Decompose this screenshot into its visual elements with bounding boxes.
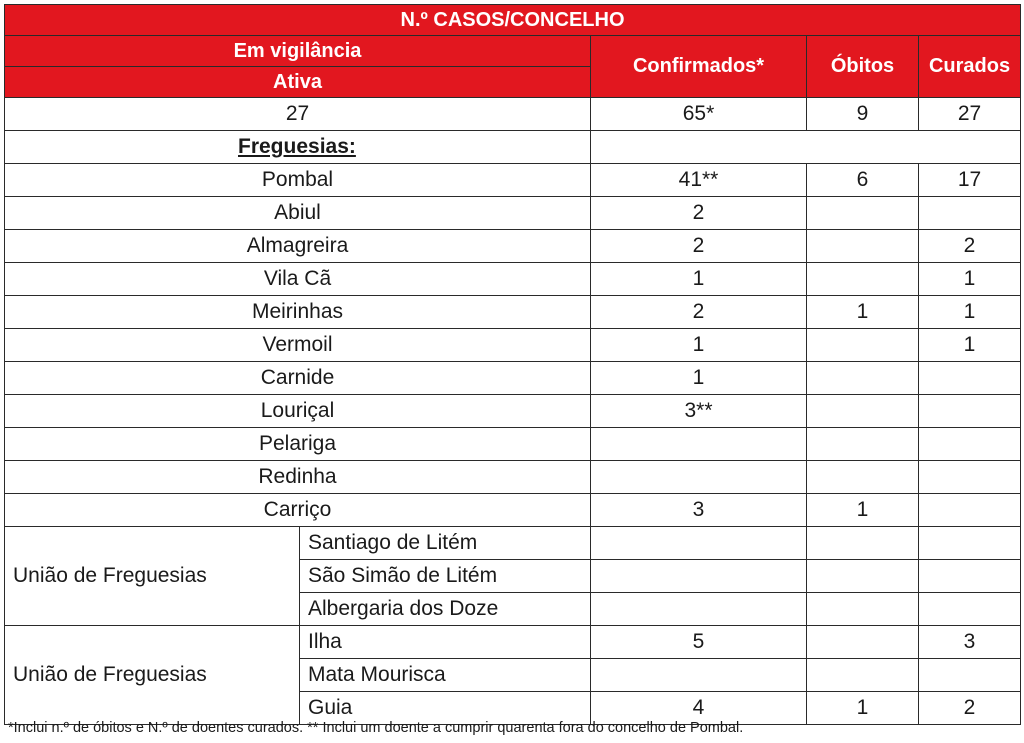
freguesia-name: Abiul [5, 197, 591, 230]
curados-cell [919, 494, 1021, 527]
empty-cell [591, 131, 1021, 164]
obitos-cell [807, 593, 919, 626]
confirmados-cell [591, 659, 807, 692]
cases-table [4, 4, 1021, 725]
confirmados-cell: 2 [591, 296, 807, 329]
uniao-label: União de Freguesias [5, 626, 300, 725]
freguesia-name: Almagreira [5, 230, 591, 263]
confirmados-cell: 5 [591, 626, 807, 659]
table-row [5, 461, 1021, 494]
curados-cell [919, 659, 1021, 692]
table-row [5, 362, 1021, 395]
obitos-cell [807, 230, 919, 263]
confirmados-cell [591, 527, 807, 560]
table-row [5, 329, 1021, 362]
confirmados-cell [591, 560, 807, 593]
freguesia-name: Carnide [5, 362, 591, 395]
table-row [5, 230, 1021, 263]
table-row [5, 527, 1021, 560]
freguesia-name: Meirinhas [5, 296, 591, 329]
confirmados-cell [591, 428, 807, 461]
freguesia-name: Vila Cã [5, 263, 591, 296]
obitos-cell [807, 659, 919, 692]
header-row-1 [5, 36, 1021, 67]
obitos-cell [807, 626, 919, 659]
uniao-label: União de Freguesias [5, 527, 300, 626]
obitos-cell [807, 560, 919, 593]
total-obitos: 9 [807, 98, 919, 131]
obitos-cell [807, 527, 919, 560]
footnote: *Inclui n.º de óbitos e N.º de doentes curados. ** Inclui um doente a cumprir quarenta fora do concelho de Pombal. [8, 720, 744, 736]
confirmados-cell: 2 [591, 197, 807, 230]
uniao-freguesia-name: Mata Mourisca [300, 659, 591, 692]
table-row [5, 263, 1021, 296]
obitos-cell: 6 [807, 164, 919, 197]
curados-cell [919, 593, 1021, 626]
curados-cell: 1 [919, 263, 1021, 296]
obitos-cell [807, 197, 919, 230]
uniao-freguesia-name: Albergaria dos Doze [300, 593, 591, 626]
confirmados-cell: 2 [591, 230, 807, 263]
uniao-freguesia-name: Ilha [300, 626, 591, 659]
freguesias-label: Freguesias: [5, 131, 591, 164]
obitos-cell [807, 329, 919, 362]
table-row [5, 164, 1021, 197]
confirmados-cell: 3 [591, 494, 807, 527]
obitos-cell [807, 395, 919, 428]
freguesia-name: Pombal [5, 164, 591, 197]
confirmados-cell: 1 [591, 263, 807, 296]
table-row [5, 395, 1021, 428]
curados-cell [919, 428, 1021, 461]
curados-cell: 3 [919, 626, 1021, 659]
confirmados-cell: 4 [591, 692, 807, 725]
curados-cell [919, 527, 1021, 560]
totals-row [5, 98, 1021, 131]
table-title: N.º CASOS/CONCELHO [5, 5, 1021, 36]
obitos-cell [807, 362, 919, 395]
obitos-cell [807, 461, 919, 494]
curados-cell [919, 461, 1021, 494]
obitos-cell [807, 428, 919, 461]
curados-cell [919, 395, 1021, 428]
freguesia-name: Pelariga [5, 428, 591, 461]
obitos-cell: 1 [807, 692, 919, 725]
uniao-freguesia-name: Santiago de Litém [300, 527, 591, 560]
header-title-row [5, 5, 1021, 36]
curados-cell [919, 560, 1021, 593]
freguesia-name: Louriçal [5, 395, 591, 428]
col-header-confirmados: Confirmados* [591, 36, 807, 98]
curados-cell [919, 197, 1021, 230]
obitos-cell: 1 [807, 494, 919, 527]
confirmados-cell [591, 461, 807, 494]
confirmados-cell: 1 [591, 362, 807, 395]
total-confirmados: 65* [591, 98, 807, 131]
freguesia-name: Redinha [5, 461, 591, 494]
freguesias-label-row [5, 131, 1021, 164]
curados-cell [919, 362, 1021, 395]
confirmados-cell: 3** [591, 395, 807, 428]
table-row [5, 197, 1021, 230]
col-header-curados: Curados [919, 36, 1021, 98]
uniao-freguesia-name: Guia [300, 692, 591, 725]
confirmados-cell: 1 [591, 329, 807, 362]
obitos-cell: 1 [807, 296, 919, 329]
obitos-cell [807, 263, 919, 296]
table-row [5, 494, 1021, 527]
freguesia-name: Vermoil [5, 329, 591, 362]
curados-cell: 17 [919, 164, 1021, 197]
table-row [5, 626, 1021, 659]
uniao-freguesia-name: São Simão de Litém [300, 560, 591, 593]
confirmados-cell [591, 593, 807, 626]
total-curados: 27 [919, 98, 1021, 131]
table-row [5, 296, 1021, 329]
curados-cell: 1 [919, 329, 1021, 362]
curados-cell: 2 [919, 230, 1021, 263]
table-row [5, 428, 1021, 461]
curados-cell: 1 [919, 296, 1021, 329]
col-header-ativa: Ativa [5, 67, 591, 98]
col-header-vigilancia: Em vigilância [5, 36, 591, 67]
confirmados-cell: 41** [591, 164, 807, 197]
total-vigilancia: 27 [5, 98, 591, 131]
curados-cell: 2 [919, 692, 1021, 725]
col-header-obitos: Óbitos [807, 36, 919, 98]
freguesia-name: Carriço [5, 494, 591, 527]
